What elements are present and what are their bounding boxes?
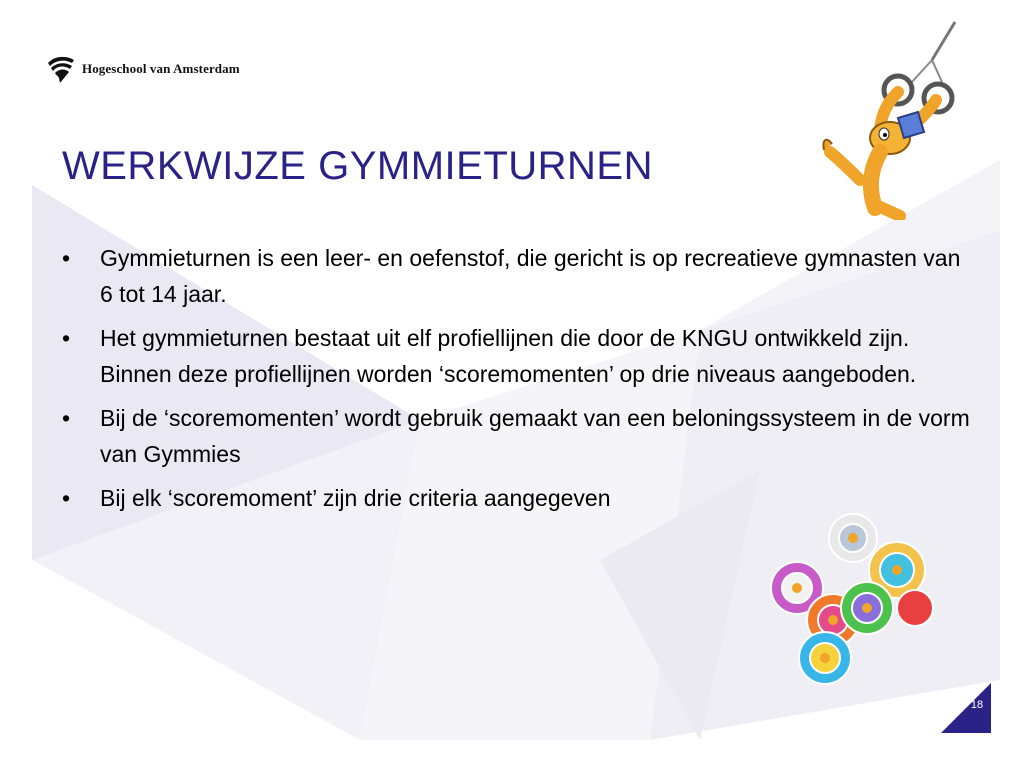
bullet-marker: •	[62, 325, 71, 351]
bullet-marker: •	[62, 245, 71, 271]
bullet-marker: •	[62, 405, 71, 431]
gymnast-illustration	[820, 20, 960, 220]
hva-logo-icon	[46, 54, 76, 84]
bullet-text: Bij elk ‘scoremoment’ zijn drie criteria aangegeven	[100, 485, 611, 511]
gymmie-medals-illustration	[765, 508, 940, 688]
page-number: 18	[970, 699, 984, 711]
hva-logo	[46, 54, 240, 84]
bullet-list	[62, 240, 972, 524]
bullet-marker: •	[62, 485, 71, 511]
bullet-text: Gymmieturnen is een leer- en oefenstof, die gericht is op recreatieve gymnasten van 6 tot 14 jaar.	[100, 245, 961, 307]
slide-title: WERKWIJZE GYMMIETURNEN	[62, 144, 653, 188]
logo-text: Hogeschool van Amsterdam	[82, 61, 240, 76]
bullet-item	[62, 400, 972, 472]
bullet-text: Bij de ‘scoremomenten’ wordt gebruik gemaakt van een beloningssysteem in de vorm van Gymmies	[100, 405, 970, 467]
bullet-item	[62, 240, 972, 312]
bullet-item	[62, 320, 972, 392]
bullet-text: Het gymmieturnen bestaat uit elf profiellijnen die door de KNGU ontwikkeld zijn. Binnen deze profiellijnen worden ‘scoremomenten’ op drie niveaus aangeboden.	[100, 325, 917, 387]
